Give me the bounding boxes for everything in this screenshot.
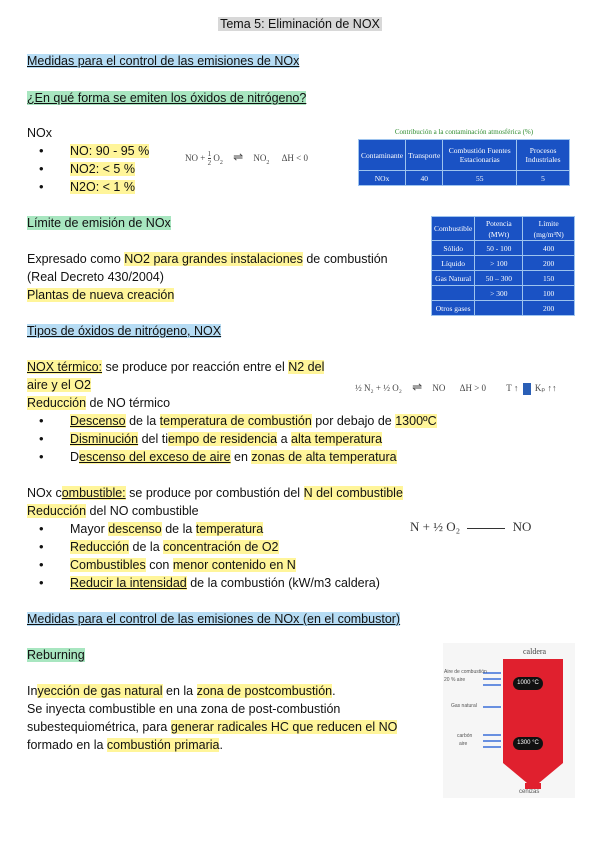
equation-no-oxidation: NO + $\frac{1}{2}$ $O_2$ ⇌ $NO_2$ ΔH < 0 — [185, 150, 309, 168]
table-header: Combustión Fuentes Estacionarias — [443, 140, 517, 171]
reburning-diagram — [443, 643, 575, 798]
table-cell: 100 — [523, 286, 575, 301]
diagram-gas-label: Gas natural — [451, 703, 477, 709]
combustor-control-heading: Medidas para el control de las emisiones de NOx (en el combustor) — [27, 612, 401, 626]
table-cell: > 300 — [475, 286, 523, 301]
diagram-coal-label: carbón — [457, 733, 473, 739]
thermal-nox-line1: NOX térmico: se produce por reacción entre el N2 del — [27, 360, 325, 374]
temp-zone-1000: 1000 °C — [513, 677, 543, 690]
table-header: Transporte — [406, 140, 443, 171]
limit-text-line3: Plantas de nueva creación — [27, 288, 175, 302]
thermal-reduction-list — [27, 412, 437, 466]
list-item: • Descenso de la temperatura de combustión por debajo de 1300ºC — [27, 412, 437, 430]
table-cell: 150 — [523, 271, 575, 286]
table-cell: Sólido — [432, 241, 475, 256]
limit-text-line2: (Real Decreto 430/2004) — [27, 270, 164, 284]
table-cell: 400 — [523, 241, 575, 256]
boiler-icon — [443, 643, 575, 798]
fuel-nox-line: NOx combustible: se produce por combustión del N del combustible — [27, 486, 403, 500]
thermal-nox-line2: aire y el O2 — [27, 378, 91, 392]
list-item: • Mayor descenso de la temperatura — [27, 520, 380, 538]
list-item: • NO2: < 5 % — [27, 160, 149, 178]
list-item: • Reducción de la concentración de O2 — [27, 538, 380, 556]
table-header: Procesos Industriales — [517, 140, 570, 171]
reburning-line2: Se inyecta combustible en una zona de post-combustión — [27, 702, 341, 716]
diagram-caldera-label: caldera — [523, 647, 547, 656]
fuel-reduction-label: Reducción del NO combustible — [27, 504, 199, 518]
blue-marker-icon — [523, 383, 531, 395]
table-cell: 55 — [443, 171, 517, 186]
table-cell: 50 - 100 — [475, 241, 523, 256]
diagram-air-label: Aire de combustión — [444, 669, 487, 675]
diagram-coal-air-label: aire — [459, 741, 468, 747]
table-cell: 50 – 300 — [475, 271, 523, 286]
table-cell: Otros gases — [432, 301, 475, 316]
reburning-line3: subestequiométrica, para generar radicales HC que reducen el NO — [27, 720, 398, 734]
arrow-right-icon — [467, 528, 505, 529]
table-cell: > 100 — [475, 256, 523, 271]
table-cell: 40 — [406, 171, 443, 186]
emission-limit-heading: Límite de emisión de NOx — [27, 216, 171, 230]
equation-fuel-nox: N + ½ O₂ NO — [410, 519, 532, 534]
table-cell: Gas Natural — [432, 271, 475, 286]
list-item: • N2O: < 1 % — [27, 178, 149, 196]
list-item: • Disminución del tiempo de residencia a alta temperatura — [27, 430, 437, 448]
equation-thermal-nox: ½ N₂ + ½ O₂ ⇌ NO ΔH > 0 T ↑ Kₚ ↑↑ — [355, 380, 557, 394]
nox-types-heading: Tipos de óxidos de nitrógeno, NOX — [27, 324, 222, 338]
table-cell: 200 — [523, 256, 575, 271]
reburning-line4: formado en la combustión primaria. — [27, 738, 223, 752]
table-header: Límite (mg/m³N) — [523, 217, 575, 241]
fuel-reduction-list — [27, 520, 380, 592]
table-cell — [475, 301, 523, 316]
table-cell: 5 — [517, 171, 570, 186]
table-cell: Líquido — [432, 256, 475, 271]
table-cell — [432, 286, 475, 301]
nox-composition-list — [27, 142, 149, 196]
temp-zone-1300: 1300 °C — [513, 737, 543, 750]
section-heading-control: Medidas para el control de las emisiones de NOx — [27, 54, 300, 68]
reburning-heading: Reburning — [27, 648, 85, 662]
table-header: Contaminante — [359, 140, 406, 171]
limit-text-line1: Expresado como NO2 para grandes instalaciones de combustión — [27, 252, 388, 266]
list-item: • Reducir la intensidad de la combustión (kW/m3 caldera) — [27, 574, 380, 592]
diagram-ash-label: cenizas — [519, 789, 540, 795]
contribution-caption: Contribución a la contaminación atmosférica (%) — [394, 128, 534, 136]
nox-label: NOx — [27, 126, 52, 140]
table-cell: 200 — [523, 301, 575, 316]
reburning-line1: Inyección de gas natural en la zona de postcombustión. — [27, 684, 336, 698]
page-title: Tema 5: Eliminación de NOX — [220, 17, 380, 31]
list-item: • Combustibles con menor contenido en N — [27, 556, 380, 574]
contribution-table — [358, 139, 570, 186]
table-cell: NOx — [359, 171, 406, 186]
table-header: Potencia (MWt) — [475, 217, 523, 241]
list-item: • NO: 90 - 95 % — [27, 142, 149, 160]
list-item: • Descenso del exceso de aire en zonas de alta temperatura — [27, 448, 437, 466]
table-header: Combustible — [432, 217, 475, 241]
question-heading: ¿En qué forma se emiten los óxidos de nitrógeno? — [27, 91, 307, 105]
emission-limits-table — [431, 216, 575, 316]
diagram-air-percent: 20 % aire — [444, 677, 466, 683]
thermal-reduction-label: Reducción de NO térmico — [27, 396, 171, 410]
